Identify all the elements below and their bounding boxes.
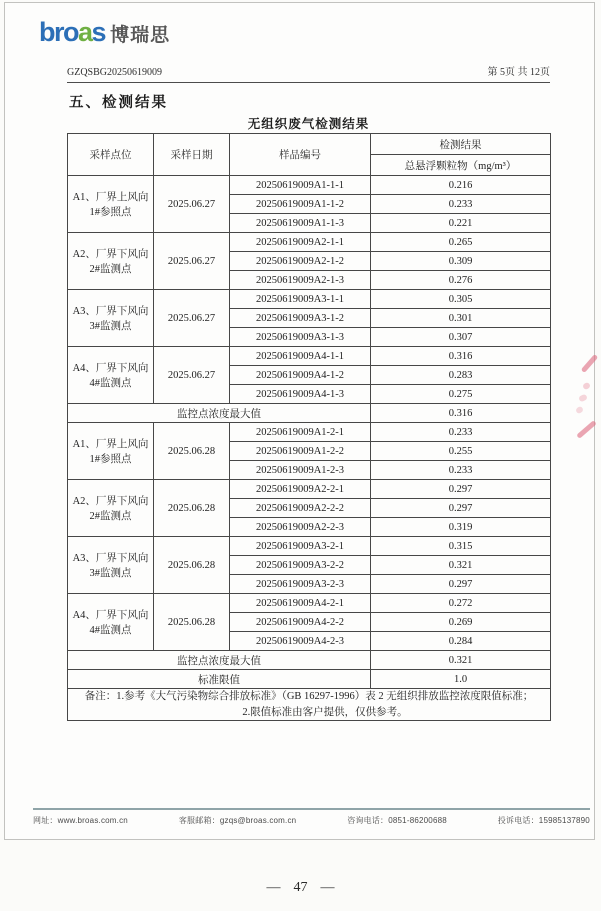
result-value-cell: 0.321: [371, 556, 551, 575]
sampling-date-cell: 2025.06.27: [154, 290, 230, 347]
sample-id-cell: 20250619009A4-2-3: [230, 632, 371, 651]
sampling-point-cell: A1、厂界上风向 1#参照点: [68, 423, 154, 480]
sampling-date-cell: 2025.06.27: [154, 347, 230, 404]
standard-limit-label: 标准限值: [68, 670, 371, 689]
remark-cell: 备注：1.参考《大气污染物综合排放标准》（GB 16297-1996）表 2 无组织排放监控浓度限值标准； 2.限值标准由客户提供，仅供参考。: [68, 689, 551, 721]
result-value-cell: 0.233: [371, 195, 551, 214]
result-value-cell: 0.301: [371, 309, 551, 328]
standard-limit-value: 1.0: [371, 670, 551, 689]
sample-id-cell: 20250619009A2-1-2: [230, 252, 371, 271]
table-title: 无组织废气检测结果: [247, 117, 370, 131]
sample-row: [68, 594, 551, 613]
sample-row: [68, 537, 551, 556]
sampling-point-cell: A3、厂界下风向 3#监测点: [68, 290, 154, 347]
broas-logo: [39, 19, 170, 47]
footer-email: 客服邮箱：gzqs@broas.com.cn: [178, 816, 297, 825]
max-value-label: 监控点浓度最大值: [68, 651, 371, 670]
result-value-cell: 0.255: [371, 442, 551, 461]
max-value-cell: 0.321: [371, 651, 551, 670]
sample-row: [68, 423, 551, 442]
max-value-cell: 0.316: [371, 404, 551, 423]
sample-id-cell: 20250619009A4-2-2: [230, 613, 371, 632]
report-number: GZQSBG20250619009: [67, 67, 163, 78]
result-value-cell: 0.233: [371, 461, 551, 480]
sampling-date-cell: 2025.06.28: [154, 594, 230, 651]
footer-phone: 咨询电话：0851-86200688: [347, 816, 447, 825]
sampling-point-cell: A4、厂界下风向 4#监测点: [68, 594, 154, 651]
page-number: — 47 —: [266, 880, 335, 895]
result-value-cell: 0.283: [371, 366, 551, 385]
sampling-point-cell: A2、厂界下风向 2#监测点: [68, 480, 154, 537]
result-value-cell: 0.297: [371, 499, 551, 518]
result-value-cell: 0.315: [371, 537, 551, 556]
sample-id-cell: 20250619009A1-1-2: [230, 195, 371, 214]
sample-id-cell: 20250619009A2-2-2: [230, 499, 371, 518]
scanned-page: [4, 2, 595, 840]
result-value-cell: 0.276: [371, 271, 551, 290]
result-value-cell: 0.305: [371, 290, 551, 309]
sample-id-cell: 20250619009A3-1-1: [230, 290, 371, 309]
result-value-cell: 0.307: [371, 328, 551, 347]
sample-row: [68, 176, 551, 195]
standard-limit-row: [68, 670, 551, 689]
section-title: 五、检测结果: [69, 95, 168, 111]
max-value-label: 监控点浓度最大值: [68, 404, 371, 423]
result-value-cell: 0.269: [371, 613, 551, 632]
sampling-point-cell: A4、厂界下风向 4#监测点: [68, 347, 154, 404]
sampling-date-cell: 2025.06.28: [154, 423, 230, 480]
result-value-cell: 0.233: [371, 423, 551, 442]
max-value-row: [68, 651, 551, 670]
report-header: [67, 63, 550, 83]
footer-contacts: [33, 815, 590, 826]
footer-divider: [33, 808, 590, 810]
logo-wordmark: broas: [39, 17, 106, 47]
sample-id-cell: 20250619009A2-2-3: [230, 518, 371, 537]
sample-id-cell: 20250619009A4-2-1: [230, 594, 371, 613]
result-value-cell: 0.284: [371, 632, 551, 651]
logo-chinese-name: 博瑞思: [110, 25, 171, 46]
header-sampling-date: 采样日期: [154, 134, 230, 176]
sample-id-cell: 20250619009A4-1-3: [230, 385, 371, 404]
header-result: 检测结果: [371, 134, 551, 155]
footer-website: 网址：www.broas.com.cn: [33, 816, 128, 825]
sampling-date-cell: 2025.06.28: [154, 480, 230, 537]
red-seal-fragment: [561, 353, 601, 473]
result-value-cell: 0.265: [371, 233, 551, 252]
max-value-row: [68, 404, 551, 423]
sample-id-cell: 20250619009A3-1-2: [230, 309, 371, 328]
sample-id-cell: 20250619009A2-2-1: [230, 480, 371, 499]
sample-id-cell: 20250619009A2-1-1: [230, 233, 371, 252]
result-value-cell: 0.316: [371, 347, 551, 366]
sampling-date-cell: 2025.06.27: [154, 176, 230, 233]
result-value-cell: 0.221: [371, 214, 551, 233]
result-value-cell: 0.216: [371, 176, 551, 195]
sample-id-cell: 20250619009A2-1-3: [230, 271, 371, 290]
sample-id-cell: 20250619009A3-2-2: [230, 556, 371, 575]
sample-id-cell: 20250619009A4-1-1: [230, 347, 371, 366]
result-value-cell: 0.297: [371, 575, 551, 594]
sample-row: [68, 480, 551, 499]
result-value-cell: 0.297: [371, 480, 551, 499]
sampling-point-cell: A3、厂界下风向 3#监测点: [68, 537, 154, 594]
sample-id-cell: 20250619009A1-2-3: [230, 461, 371, 480]
sample-id-cell: 20250619009A4-1-2: [230, 366, 371, 385]
header-result-parameter: 总悬浮颗粒物（mg/m³）: [371, 155, 551, 176]
sample-id-cell: 20250619009A1-2-2: [230, 442, 371, 461]
sample-row: [68, 290, 551, 309]
result-value-cell: 0.309: [371, 252, 551, 271]
result-value-cell: 0.319: [371, 518, 551, 537]
header-row-1: [68, 134, 551, 155]
sample-id-cell: 20250619009A1-1-3: [230, 214, 371, 233]
page-info: 第 5页 共 12页: [487, 67, 550, 78]
header-sample-id: 样品编号: [230, 134, 371, 176]
sample-id-cell: 20250619009A1-2-1: [230, 423, 371, 442]
results-table: [67, 133, 551, 721]
sampling-point-cell: A2、厂界下风向 2#监测点: [68, 233, 154, 290]
header-sampling-point: 采样点位: [68, 134, 154, 176]
sample-row: [68, 233, 551, 252]
footer-complaint-phone: 投诉电话：15985137890: [497, 816, 590, 825]
remark-row: [68, 689, 551, 721]
sample-id-cell: 20250619009A3-2-3: [230, 575, 371, 594]
sample-id-cell: 20250619009A1-1-1: [230, 176, 371, 195]
sampling-point-cell: A1、厂界上风向 1#参照点: [68, 176, 154, 233]
sampling-date-cell: 2025.06.28: [154, 537, 230, 594]
result-value-cell: 0.272: [371, 594, 551, 613]
sample-id-cell: 20250619009A3-2-1: [230, 537, 371, 556]
result-value-cell: 0.275: [371, 385, 551, 404]
sampling-date-cell: 2025.06.27: [154, 233, 230, 290]
sample-row: [68, 347, 551, 366]
sample-id-cell: 20250619009A3-1-3: [230, 328, 371, 347]
